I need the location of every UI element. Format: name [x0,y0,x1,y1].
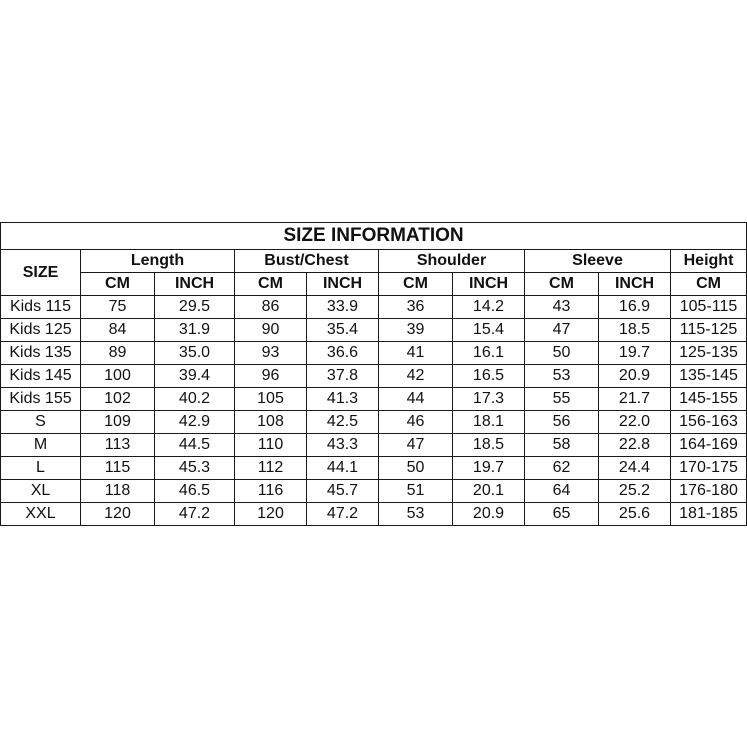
measurement-cell: 58 [525,434,599,457]
size-column-header: SIZE [1,250,81,296]
measurement-cell: 35.0 [155,342,235,365]
unit-header-row [1,273,747,296]
measurement-cell: 24.4 [599,457,671,480]
measurement-cell: 44.5 [155,434,235,457]
table-row [1,457,747,480]
measurement-cell: 47.2 [155,503,235,526]
size-chart-table [0,222,747,526]
group-header-row [1,250,747,273]
table-row [1,296,747,319]
table-row [1,388,747,411]
size-cell: Kids 125 [1,319,81,342]
measurement-cell: 19.7 [599,342,671,365]
measurement-cell: 90 [235,319,307,342]
measurement-cell: 176-180 [671,480,747,503]
measurement-cell: 43.3 [307,434,379,457]
measurement-cell: 25.6 [599,503,671,526]
group-header-sleeve: Sleeve [525,250,671,273]
measurement-cell: 156-163 [671,411,747,434]
measurement-cell: 65 [525,503,599,526]
table-row [1,342,747,365]
measurement-cell: 15.4 [453,319,525,342]
measurement-cell: 18.5 [453,434,525,457]
measurement-cell: 64 [525,480,599,503]
measurement-cell: 120 [81,503,155,526]
unit-header: CM [235,273,307,296]
measurement-cell: 109 [81,411,155,434]
measurement-cell: 16.5 [453,365,525,388]
measurement-cell: 125-135 [671,342,747,365]
measurement-cell: 42.5 [307,411,379,434]
unit-header: INCH [307,273,379,296]
table-row [1,319,747,342]
size-cell: L [1,457,81,480]
measurement-cell: 51 [379,480,453,503]
measurement-cell: 18.5 [599,319,671,342]
measurement-cell: 29.5 [155,296,235,319]
measurement-cell: 35.4 [307,319,379,342]
measurement-cell: 105-115 [671,296,747,319]
unit-header: CM [379,273,453,296]
group-header-length: Length [81,250,235,273]
group-header-bust-chest: Bust/Chest [235,250,379,273]
measurement-cell: 47.2 [307,503,379,526]
measurement-cell: 112 [235,457,307,480]
size-cell: XXL [1,503,81,526]
measurement-cell: 18.1 [453,411,525,434]
measurement-cell: 75 [81,296,155,319]
measurement-cell: 42.9 [155,411,235,434]
unit-header: INCH [453,273,525,296]
measurement-cell: 116 [235,480,307,503]
size-cell: XL [1,480,81,503]
measurement-cell: 181-185 [671,503,747,526]
table-row [1,480,747,503]
measurement-cell: 21.7 [599,388,671,411]
measurement-cell: 39 [379,319,453,342]
measurement-cell: 42 [379,365,453,388]
measurement-cell: 89 [81,342,155,365]
table-row [1,365,747,388]
measurement-cell: 40.2 [155,388,235,411]
size-cell: Kids 145 [1,365,81,388]
size-cell: Kids 135 [1,342,81,365]
measurement-cell: 56 [525,411,599,434]
title-row [1,223,747,250]
measurement-cell: 16.1 [453,342,525,365]
measurement-cell: 115 [81,457,155,480]
measurement-cell: 115-125 [671,319,747,342]
measurement-cell: 20.9 [453,503,525,526]
measurement-cell: 170-175 [671,457,747,480]
measurement-cell: 44.1 [307,457,379,480]
measurement-cell: 118 [81,480,155,503]
unit-header: CM [525,273,599,296]
table-row [1,503,747,526]
measurement-cell: 41.3 [307,388,379,411]
measurement-cell: 110 [235,434,307,457]
table-title: SIZE INFORMATION [1,223,747,250]
measurement-cell: 102 [81,388,155,411]
unit-header: CM [81,273,155,296]
measurement-cell: 108 [235,411,307,434]
measurement-cell: 164-169 [671,434,747,457]
measurement-cell: 14.2 [453,296,525,319]
measurement-cell: 22.8 [599,434,671,457]
measurement-cell: 20.9 [599,365,671,388]
measurement-cell: 39.4 [155,365,235,388]
group-header-shoulder: Shoulder [379,250,525,273]
measurement-cell: 22.0 [599,411,671,434]
measurement-cell: 53 [379,503,453,526]
table-row [1,411,747,434]
unit-header: INCH [155,273,235,296]
measurement-cell: 50 [379,457,453,480]
measurement-cell: 46 [379,411,453,434]
size-cell: M [1,434,81,457]
size-cell: Kids 155 [1,388,81,411]
measurement-cell: 31.9 [155,319,235,342]
measurement-cell: 50 [525,342,599,365]
measurement-cell: 105 [235,388,307,411]
size-chart-body [1,296,747,526]
measurement-cell: 113 [81,434,155,457]
measurement-cell: 45.7 [307,480,379,503]
measurement-cell: 41 [379,342,453,365]
measurement-cell: 20.1 [453,480,525,503]
measurement-cell: 25.2 [599,480,671,503]
measurement-cell: 96 [235,365,307,388]
measurement-cell: 135-145 [671,365,747,388]
measurement-cell: 37.8 [307,365,379,388]
measurement-cell: 36.6 [307,342,379,365]
measurement-cell: 86 [235,296,307,319]
unit-header: INCH [599,273,671,296]
measurement-cell: 43 [525,296,599,319]
measurement-cell: 19.7 [453,457,525,480]
measurement-cell: 84 [81,319,155,342]
measurement-cell: 44 [379,388,453,411]
size-chart-header [1,223,747,296]
measurement-cell: 55 [525,388,599,411]
measurement-cell: 45.3 [155,457,235,480]
measurement-cell: 145-155 [671,388,747,411]
measurement-cell: 17.3 [453,388,525,411]
unit-header: CM [671,273,747,296]
table-row [1,434,747,457]
measurement-cell: 47 [379,434,453,457]
group-header-height: Height [671,250,747,273]
measurement-cell: 53 [525,365,599,388]
measurement-cell: 47 [525,319,599,342]
measurement-cell: 62 [525,457,599,480]
size-cell: Kids 115 [1,296,81,319]
measurement-cell: 33.9 [307,296,379,319]
size-cell: S [1,411,81,434]
measurement-cell: 120 [235,503,307,526]
measurement-cell: 16.9 [599,296,671,319]
measurement-cell: 100 [81,365,155,388]
measurement-cell: 36 [379,296,453,319]
measurement-cell: 46.5 [155,480,235,503]
measurement-cell: 93 [235,342,307,365]
